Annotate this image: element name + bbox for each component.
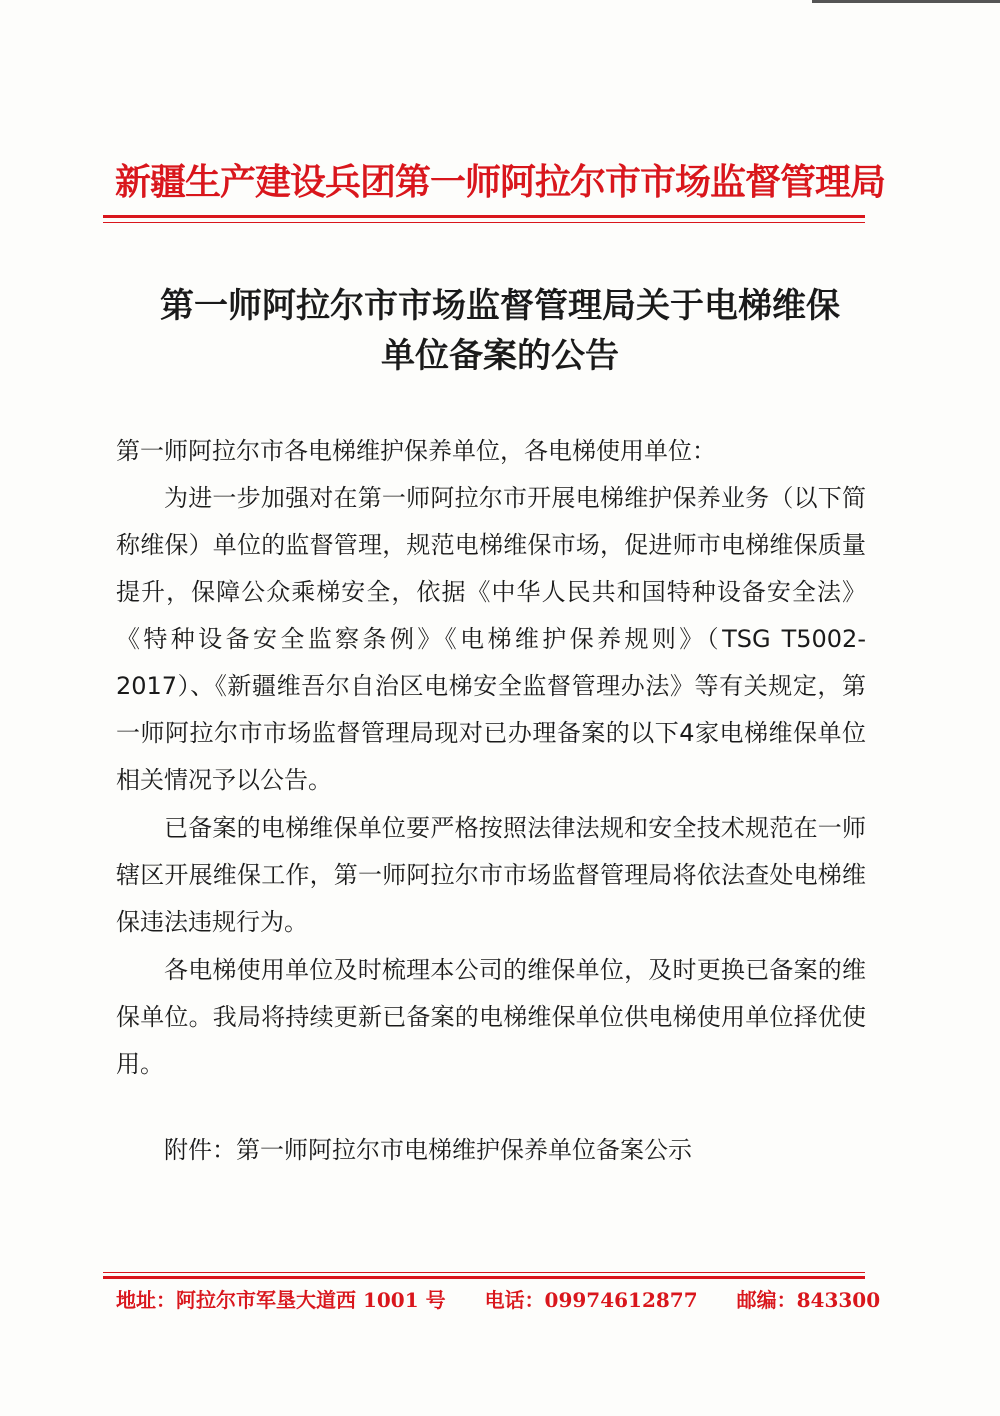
page-title xyxy=(100,281,900,381)
body-paragraph-3: 各电梯使用单位及时梳理本公司的维保单位，及时更换已备案的维保单位。我局将持续更新已备案的电梯维保单位供电梯使用单位择优使用。 xyxy=(116,956,866,1078)
letterhead-org-name: 新疆生产建设兵团第一师阿拉尔市市场监督管理局 xyxy=(114,161,885,203)
footer-rule-thin xyxy=(103,1272,865,1273)
body-paragraph-2: 已备案的电梯维保单位要严格按照法律法规和安全技术规范在一师辖区开展维保工作，第一师阿拉尔市市场监督管理局将依法查处电梯维保违法违规行为。 xyxy=(116,814,866,936)
footer-postcode: 邮编：843300 xyxy=(736,1288,881,1312)
body-paragraph-1-wrap xyxy=(116,475,866,804)
salutation: 第一师阿拉尔市各电梯维护保养单位，各电梯使用单位： xyxy=(116,437,716,465)
body-paragraph-3-wrap xyxy=(116,947,866,1088)
letterhead-rule-thin xyxy=(103,222,865,223)
letterhead-rule-thick xyxy=(103,215,865,218)
footer-contact xyxy=(116,1285,880,1315)
body-paragraph-2-wrap xyxy=(116,805,866,946)
footer-address: 地址：阿拉尔市军垦大道西 1001 号 xyxy=(116,1288,446,1312)
footer-phone: 电话：09974612877 xyxy=(484,1288,698,1312)
scan-edge-mark xyxy=(812,0,1000,3)
title-line-1: 第一师阿拉尔市市场监督管理局关于电梯维保 xyxy=(160,286,840,326)
footer-rule-thick xyxy=(103,1276,865,1279)
body-paragraph-1: 为进一步加强对在第一师阿拉尔市开展电梯维护保养业务（以下简称维保）单位的监督管理，规范电梯维保市场，促进师市电梯维保质量提升，保障公众乘梯安全，依据《中华人民共和国特种设备安全法》《特种设备安全监察条例》《电梯维护保养规则》（TSG T5002-2017）、《新疆维吾尔自治区电梯安全监督管理办法》等有关规定，第一师阿拉尔市市场监督管理局现对已办理备案的以下4家电梯维保单位相关情况予以公告。 xyxy=(116,484,866,794)
attachment-note: 附件：第一师阿拉尔市电梯维护保养单位备案公示 xyxy=(164,1136,692,1164)
title-line-2: 单位备案的公告 xyxy=(381,336,619,376)
